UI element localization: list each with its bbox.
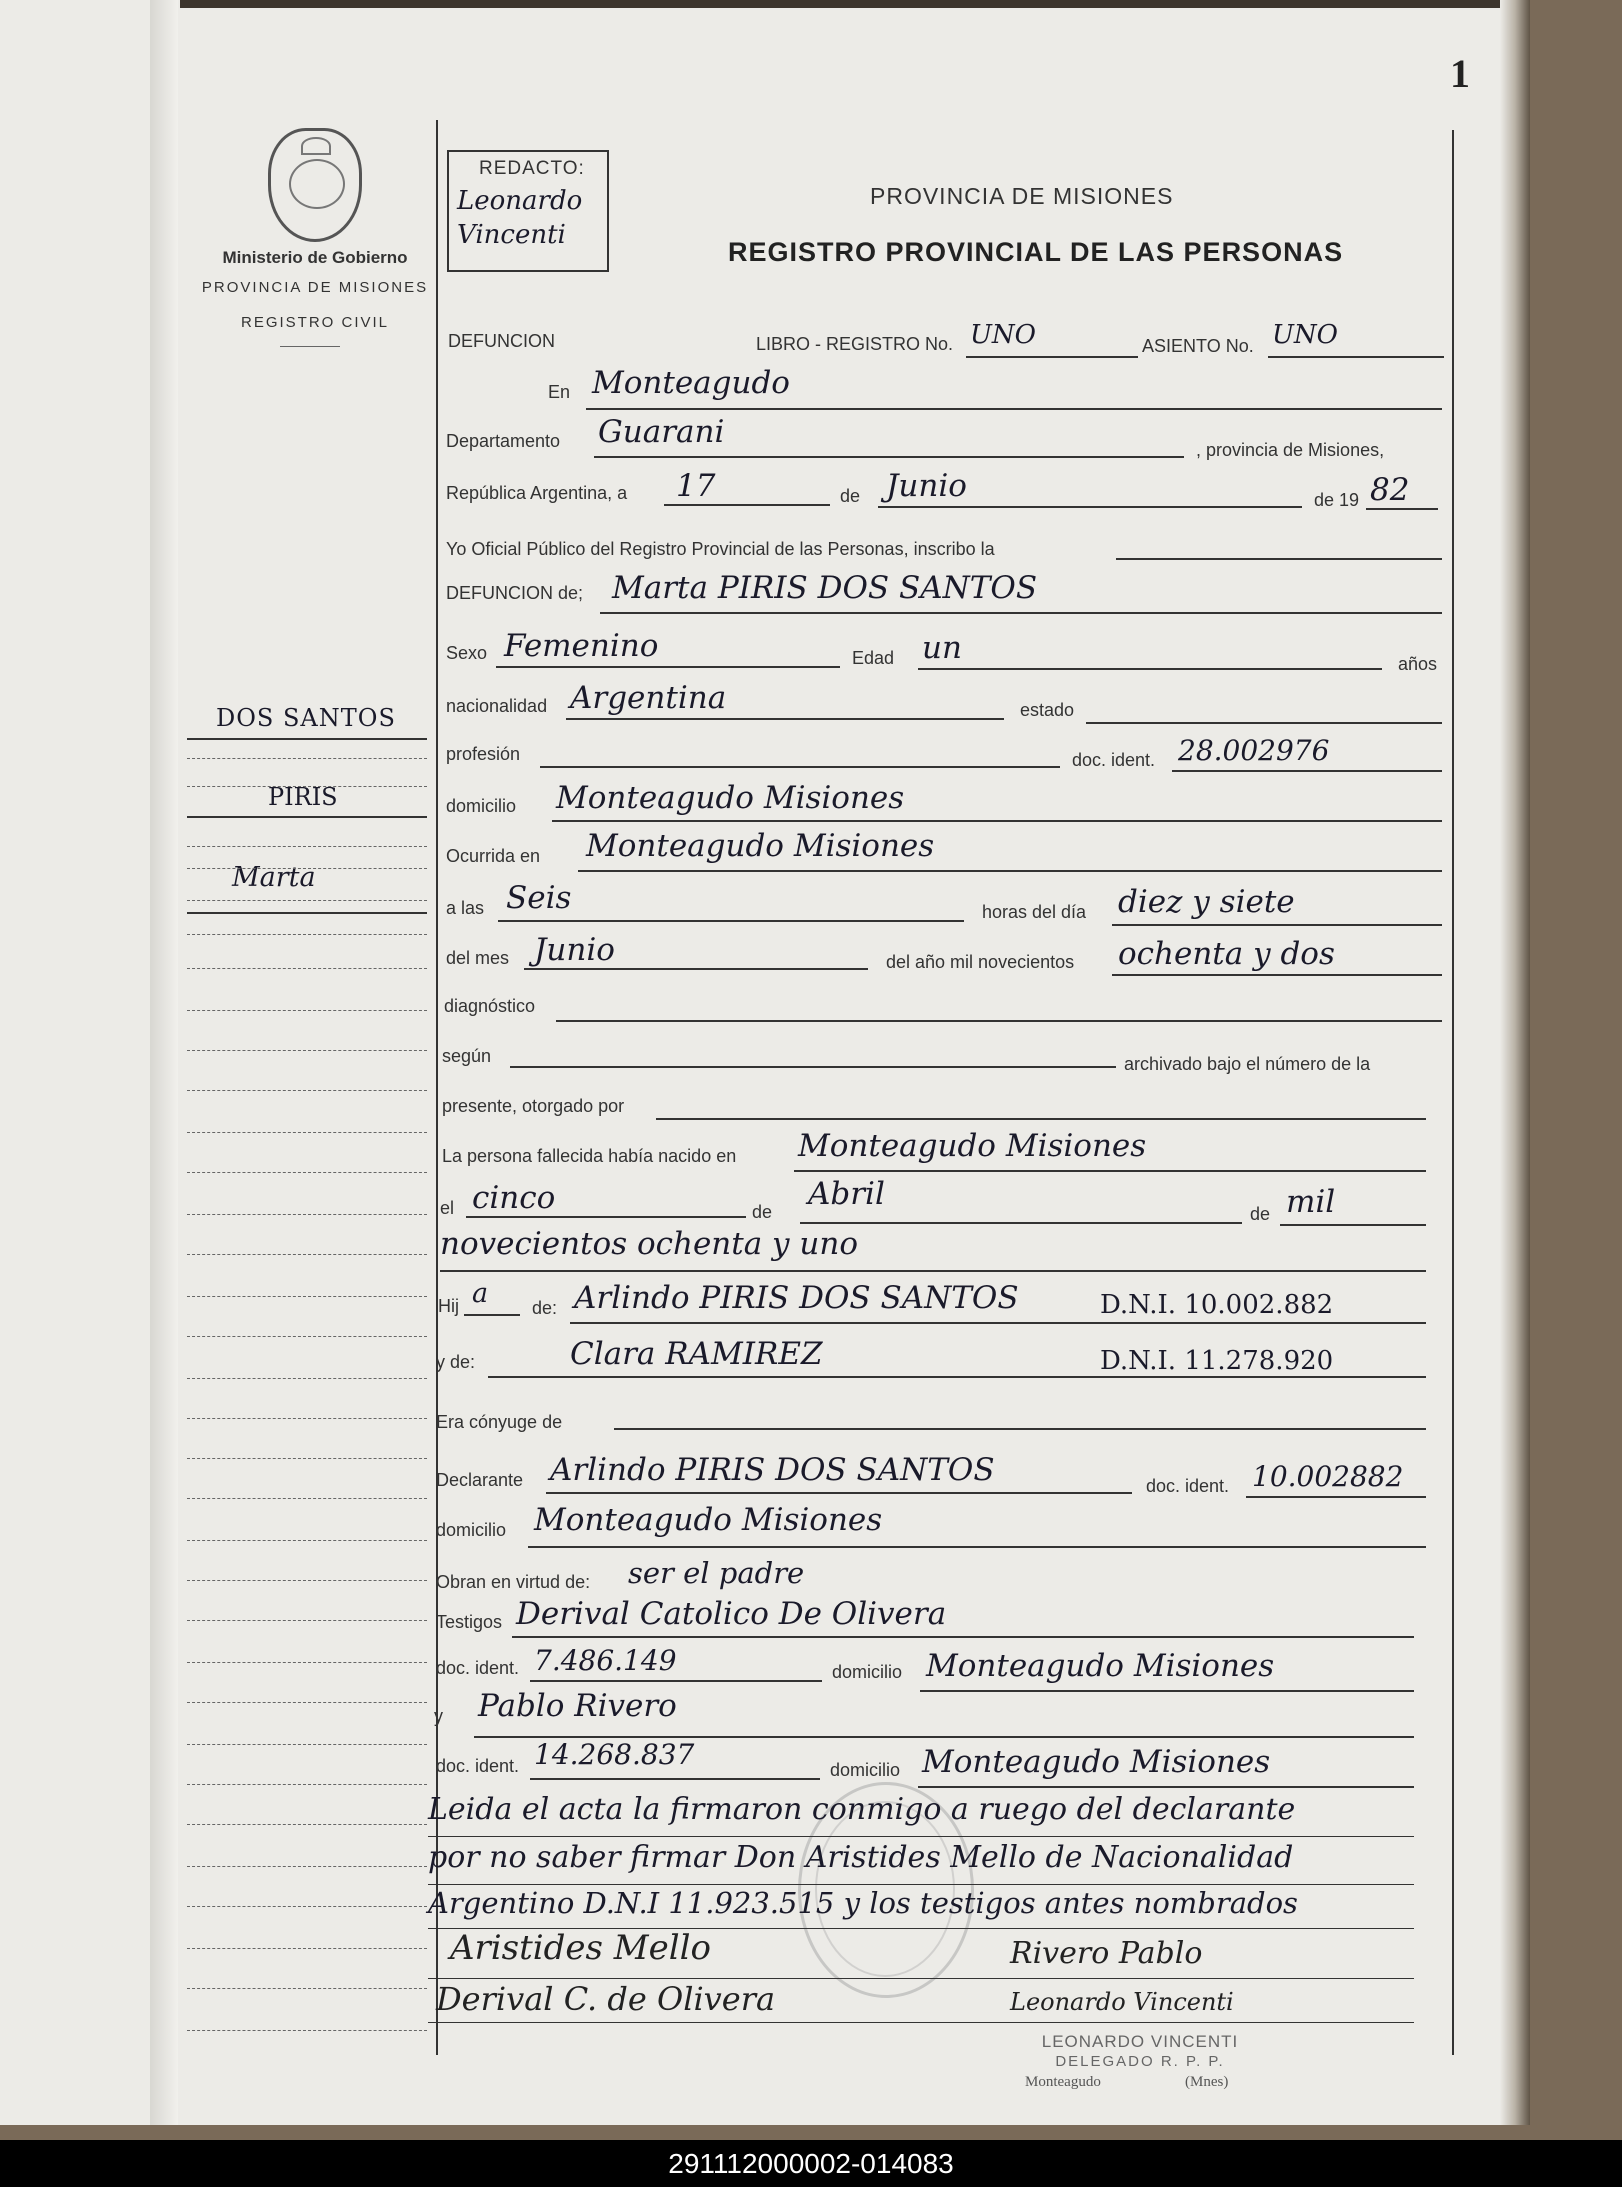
- value-obran: ser el padre: [628, 1556, 805, 1590]
- underline: [918, 1786, 1414, 1788]
- officer-location: [1025, 2074, 1255, 2091]
- page-gutter: [150, 0, 178, 2125]
- value-nac-dia: cinco: [472, 1180, 556, 1216]
- officer-province: (Mnes): [1185, 2074, 1229, 2090]
- margin-line: [187, 2030, 427, 2032]
- underline: [664, 504, 830, 506]
- label-horas: horas del día: [982, 902, 1087, 922]
- label-doc-ident: doc. ident.: [1072, 750, 1156, 770]
- label-domicilio-4: domicilio: [830, 1760, 901, 1780]
- value-domicilio: Monteagudo Misiones: [556, 780, 905, 816]
- underline: [512, 1636, 1414, 1638]
- label-sexo: Sexo: [446, 643, 488, 663]
- label-del-mes: del mes: [446, 948, 510, 968]
- margin-line: [187, 1906, 427, 1908]
- margin-line: [187, 1744, 427, 1746]
- label-ocurrida: Ocurrida en: [446, 846, 541, 866]
- value-testigo-2: Pablo Rivero: [478, 1688, 677, 1724]
- margin-line: [187, 900, 427, 902]
- label-de: de: [840, 486, 861, 506]
- redacto-label: REDACTO:: [479, 158, 585, 179]
- margin-line: [187, 1010, 427, 1012]
- underline: [1112, 974, 1442, 976]
- margin-line: [187, 846, 427, 848]
- closing-line-2: por no saber firmar Don Aristides Mello de Nacionalidad: [428, 1840, 1294, 1875]
- value-edad: un: [922, 630, 962, 666]
- value-hora: Seis: [506, 880, 572, 916]
- margin-line: [187, 738, 427, 741]
- label-segun: según: [442, 1046, 492, 1066]
- label-estado: estado: [1020, 700, 1075, 720]
- label-de-mes: de: [752, 1202, 773, 1222]
- underline: [614, 1428, 1426, 1430]
- value-testigo-1-dom: Monteagudo Misiones: [926, 1648, 1275, 1684]
- value-madre: Clara RAMIREZ: [570, 1336, 823, 1372]
- margin-given-name: Marta: [232, 862, 316, 893]
- margin-line: [187, 816, 427, 819]
- value-testigo-1-doc: 7.486.149: [534, 1644, 677, 1677]
- signature-rivero-pablo: Rivero Pablo: [1010, 1936, 1203, 1971]
- underline: [528, 1546, 1426, 1548]
- underline: [488, 1376, 1426, 1378]
- margin-line: [187, 786, 427, 788]
- underline: [656, 1118, 1426, 1120]
- margin-line: [187, 1050, 427, 1052]
- label-libro: LIBRO - REGISTRO No.: [756, 334, 954, 354]
- margin-line: [187, 1214, 427, 1216]
- value-en: Monteagudo: [592, 365, 790, 401]
- label-departamento: Departamento: [446, 431, 561, 451]
- underline: [556, 1020, 1442, 1022]
- margin-line: [187, 758, 427, 760]
- margin-line: [187, 1784, 427, 1786]
- value-asiento: UNO: [1272, 320, 1338, 350]
- value-testigo-1: Derival Catolico De Olivera: [516, 1596, 947, 1632]
- margin-line: [187, 1090, 427, 1092]
- margin-line: [187, 1580, 427, 1582]
- margin-line: [187, 1662, 427, 1664]
- value-testigo-2-doc: 14.268.837: [534, 1738, 695, 1771]
- underline: [794, 1170, 1426, 1172]
- margin-second-surname: PIRIS: [268, 783, 338, 811]
- underline: [498, 920, 964, 922]
- label-defuncion-de: DEFUNCION de;: [446, 583, 584, 603]
- coat-of-arms-seal: [268, 128, 362, 242]
- value-padre-dni: D.N.I. 10.002.882: [1100, 1290, 1334, 1320]
- label-provincia: , provincia de Misiones,: [1196, 440, 1385, 460]
- label-anos: años: [1398, 654, 1438, 674]
- value-madre-dni: D.N.I. 11.278.920: [1100, 1346, 1334, 1376]
- underline: [530, 1680, 822, 1682]
- officer-name: LEONARDO VINCENTI: [1041, 2032, 1239, 2051]
- underline: [530, 1778, 820, 1780]
- underline: [524, 968, 868, 970]
- value-libro: UNO: [970, 320, 1036, 350]
- underline: [552, 820, 1442, 822]
- closing-line-3: Argentino D.N.I 11.923.515 y los testigos antes nombrados: [428, 1886, 1298, 1920]
- margin-line: [187, 1866, 427, 1868]
- value-testigo-2-dom: Monteagudo Misiones: [922, 1744, 1271, 1780]
- value-ocurrida: Monteagudo Misiones: [586, 828, 935, 864]
- closing-line-1: Leida el acta la firmaron conmigo a ruego del declarante: [428, 1792, 1296, 1827]
- value-nac-mes: Abril: [808, 1176, 885, 1212]
- label-presente: presente, otorgado por: [442, 1096, 625, 1116]
- book-right-edge: [1500, 0, 1530, 2125]
- label-domicilio-3: domicilio: [832, 1662, 903, 1682]
- margin-line: [187, 1172, 427, 1174]
- value-declarante-doc: 10.002882: [1252, 1460, 1404, 1493]
- underline: [600, 612, 1442, 614]
- underline: [540, 766, 1060, 768]
- value-nacionalidad: Argentina: [570, 680, 727, 716]
- label-domicilio: domicilio: [446, 796, 517, 816]
- label-obran: Obran en virtud de:: [436, 1572, 591, 1592]
- officer-place: Monteagudo: [1025, 2074, 1101, 2090]
- underline: [578, 870, 1442, 872]
- value-nac-mil: mil: [1286, 1184, 1336, 1220]
- margin-line: [187, 1702, 427, 1704]
- ministry-province: PROVINCIA DE MISIONES: [201, 279, 429, 296]
- ministry-registry: REGISTRO CIVIL: [240, 314, 390, 331]
- underline: [428, 1836, 1414, 1837]
- province-title: PROVINCIA DE MISIONES: [870, 183, 1174, 209]
- ministry-name: Ministerio de Gobierno: [222, 248, 408, 267]
- label-republica: República Argentina, a: [446, 483, 628, 503]
- margin-line: [187, 1988, 427, 1990]
- value-mes: Junio: [886, 468, 967, 504]
- signature-aristides-mello: Aristides Mello: [450, 1928, 711, 1968]
- underline: [1268, 356, 1444, 358]
- margin-line: [187, 934, 427, 936]
- underline: [1246, 1496, 1426, 1498]
- value-declarante: Arlindo PIRIS DOS SANTOS: [550, 1452, 995, 1488]
- margin-line: [187, 1948, 427, 1950]
- label-doc-ident-2: doc. ident.: [1146, 1476, 1230, 1496]
- page-number: 1: [1450, 51, 1470, 96]
- underline: [594, 456, 1184, 458]
- label-y-de: y de:: [436, 1352, 476, 1372]
- value-nombre: Marta PIRIS DOS SANTOS: [612, 570, 1038, 606]
- signature-derival-olivera: Derival C. de Olivera: [436, 1980, 776, 2018]
- label-diagnostico: diagnóstico: [444, 996, 536, 1016]
- underline: [1366, 508, 1438, 510]
- margin-surname: DOS SANTOS: [216, 704, 396, 732]
- label-asiento: ASIENTO No.: [1142, 336, 1254, 356]
- label-archivado: archivado bajo el número de la: [1124, 1054, 1371, 1074]
- underline: [428, 1978, 1414, 1979]
- redacto-box: [447, 150, 609, 272]
- margin-line: [187, 1824, 427, 1826]
- label-declarante: Declarante: [436, 1470, 524, 1490]
- label-de-padre: de:: [532, 1298, 558, 1318]
- value-dia: 17: [676, 468, 716, 504]
- underline: [570, 1322, 1426, 1324]
- margin-line: [187, 1132, 427, 1134]
- margin-line: [187, 1418, 427, 1420]
- label-yo-oficial: Yo Oficial Público del Registro Provincial de las Personas, inscribo la: [446, 539, 995, 559]
- label-profesion: profesión: [446, 744, 521, 764]
- underline: [1116, 558, 1442, 560]
- margin-line: [187, 1296, 427, 1298]
- margin-line: [187, 1254, 427, 1256]
- label-el: el: [440, 1198, 455, 1218]
- underline: [466, 1216, 746, 1218]
- underline: [496, 666, 840, 668]
- scan-id-footer: 291112000002-014083: [0, 2140, 1622, 2187]
- underline: [1112, 924, 1442, 926]
- redacto-signature: Leonardo Vincenti: [457, 186, 583, 250]
- ministry-rule: [280, 346, 340, 347]
- label-nacido: La persona fallecida había nacido en: [442, 1146, 737, 1166]
- value-declarante-dom: Monteagudo Misiones: [534, 1502, 883, 1538]
- label-domicilio-2: domicilio: [436, 1520, 507, 1540]
- underline: [920, 1690, 1414, 1692]
- label-doc-ident-4: doc. ident.: [436, 1756, 520, 1776]
- underline: [464, 1314, 520, 1316]
- underline: [440, 1270, 1426, 1272]
- label-conyuge: Era cónyuge de: [436, 1412, 563, 1432]
- signature-leonardo-vincenti: Leonardo Vincenti: [1010, 1988, 1234, 2016]
- label-del-ano: del año mil novecientos: [886, 952, 1075, 972]
- right-border: [1452, 130, 1454, 2055]
- underline: [566, 718, 1004, 720]
- underline: [510, 1066, 1116, 1068]
- page-top-edge: [180, 0, 1530, 8]
- margin-line: [187, 1336, 427, 1338]
- underline: [1086, 722, 1442, 724]
- margin-line: [187, 1458, 427, 1460]
- label-en: En: [548, 382, 571, 402]
- margin-line: [187, 1540, 427, 1542]
- label-doc-ident-3: doc. ident.: [436, 1658, 520, 1678]
- value-hij-suffix: a: [472, 1278, 489, 1309]
- underline: [1280, 1224, 1426, 1226]
- underline: [428, 1884, 1414, 1885]
- label-de-19: de 19: [1314, 490, 1360, 510]
- value-mes-letras: Junio: [534, 932, 615, 968]
- margin-line: [187, 868, 427, 870]
- value-ano-letras: ochenta y dos: [1118, 936, 1335, 972]
- registry-title: REGISTRO PROVINCIAL DE LAS PERSONAS: [728, 237, 1344, 267]
- underline: [878, 506, 1302, 508]
- label-y: y: [434, 1706, 443, 1726]
- value-nac-ano: novecientos ochenta y uno: [440, 1226, 859, 1262]
- margin-line: [187, 1498, 427, 1500]
- label-edad: Edad: [852, 648, 895, 668]
- underline: [800, 1222, 1242, 1224]
- underline: [1172, 770, 1442, 772]
- label-a-las: a las: [446, 898, 485, 918]
- margin-line: [187, 968, 427, 970]
- label-nacionalidad: nacionalidad: [446, 696, 548, 716]
- value-sexo: Femenino: [504, 628, 659, 664]
- underline: [966, 356, 1138, 358]
- officer-title: DELEGADO R. P. P.: [1055, 2053, 1225, 2070]
- underline: [586, 408, 1442, 410]
- value-padre: Arlindo PIRIS DOS SANTOS: [574, 1280, 1019, 1316]
- margin-line: [187, 1620, 427, 1622]
- underline: [918, 668, 1382, 670]
- value-departamento: Guarani: [598, 414, 725, 450]
- label-hij: Hij: [438, 1296, 459, 1316]
- margin-line: [187, 912, 427, 915]
- label-testigos: Testigos: [436, 1612, 503, 1632]
- underline: [546, 1492, 1132, 1494]
- value-dia-letras: diez y siete: [1118, 884, 1295, 920]
- label-defuncion: DEFUNCION: [448, 331, 555, 351]
- value-ano: 82: [1370, 472, 1410, 508]
- value-doc-ident: 28.002976: [1178, 734, 1330, 767]
- label-de-mil: de: [1250, 1204, 1271, 1224]
- value-nacido-en: Monteagudo Misiones: [798, 1128, 1147, 1164]
- underline: [428, 2022, 1414, 2023]
- margin-line: [187, 1378, 427, 1380]
